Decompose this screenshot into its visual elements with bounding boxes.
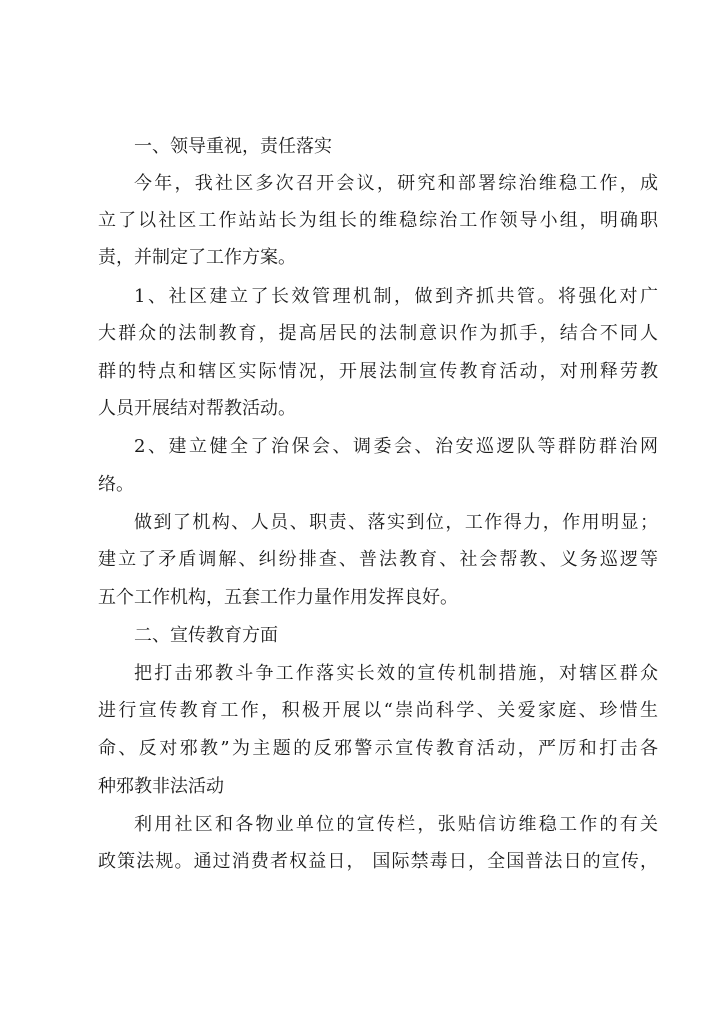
paragraph-line: 2、建立健全了治保会、调委会、治安巡逻队等群防群治网 [134, 436, 658, 457]
paragraph-line: 种邪教非法活动 [98, 776, 224, 797]
paragraph-line: 把打击邪教斗争工作落实长效的宣传机制措施，对辖区群众 [134, 663, 658, 684]
paragraph-line: 做到了机构、人员、职责、落实到位，工作得力，作用明显； [134, 512, 658, 533]
paragraph-line: 责，并制定了工作方案。 [98, 247, 296, 268]
paragraph-line: 今年，我社区多次召开会议，研究和部署综治维稳工作，成 [134, 173, 658, 194]
paragraph-line: 人员开展结对帮教活动。 [98, 398, 296, 419]
paragraph-line: 大群众的法制教育，提高居民的法制意识作为抓手，结合不同人 [98, 323, 658, 344]
paragraph-line: 络。 [98, 474, 134, 495]
section-heading-publicity: 二、宣传教育方面 [134, 625, 278, 646]
paragraph-line: 进行宣传教育工作，积极开展以“崇尚科学、关爱家庭、珍惜生 [98, 700, 658, 721]
paragraph-line: 利用社区和各物业单位的宣传栏，张贴信访维稳工作的有关 [134, 814, 658, 835]
paragraph-line: 建立了矛盾调解、纠纷排查、普法教育、社会帮教、义务巡逻等 [98, 549, 658, 570]
paragraph-line: 群的特点和辖区实际情况，开展法制宣传教育活动，对刑释劳教 [98, 361, 658, 382]
paragraph-line: 命、反对邪教”为主题的反邪警示宣传教育活动，严厉和打击各 [98, 738, 658, 759]
paragraph-line: 五个工作机构，五套工作力量作用发挥良好。 [98, 587, 458, 608]
paragraph-line: 立了以社区工作站站长为组长的维稳综治工作领导小组，明确职 [98, 210, 658, 231]
section-heading-leadership: 一、领导重视，责任落实 [134, 136, 332, 157]
paragraph-line: 政策法规。通过消费者权益日， 国际禁毒日，全国普法日的宣传， [98, 851, 658, 872]
paragraph-line: 1、社区建立了长效管理机制，做到齐抓共管。将强化对广 [134, 286, 658, 307]
